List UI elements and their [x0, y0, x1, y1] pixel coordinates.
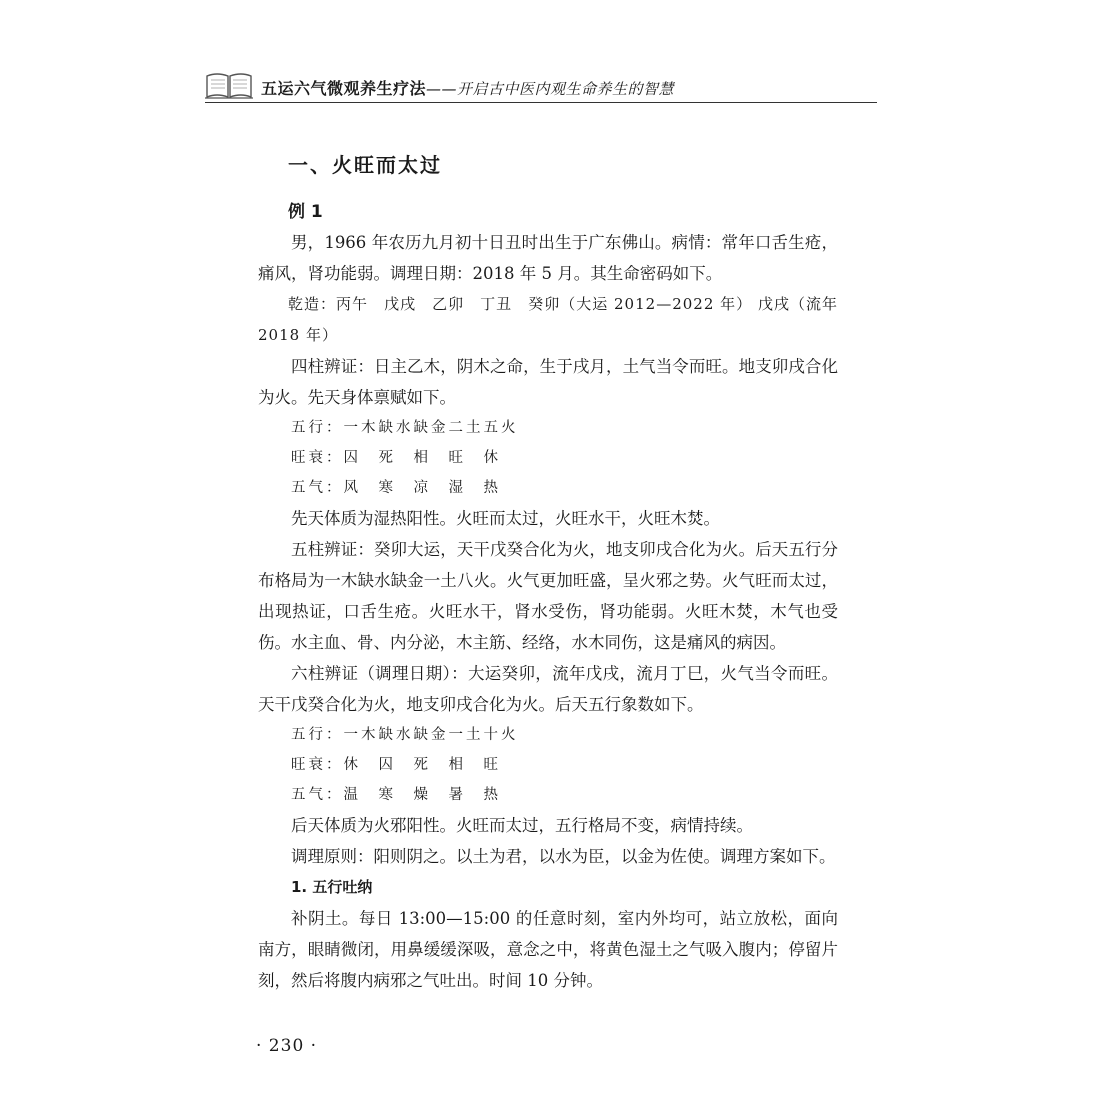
- table1-wangshuai: 旺衰：囚 死 相 旺 休: [291, 450, 501, 466]
- running-header-text: [261, 76, 674, 99]
- header-rule: [205, 102, 877, 103]
- page-number: · 230 ·: [256, 1036, 318, 1056]
- paragraph-four-pillars: 四柱辨证：日主乙木，阴木之命，生于戌月，土气当令而旺。地支卯戌合化为火。先天身体禀赋如下。: [258, 357, 838, 407]
- table2-wuqi: 五气：温 寒 燥 暑 热: [291, 787, 501, 803]
- paragraph-five-pillars: 五柱辨证：癸卯大运，天干戊癸合化为火，地支卯戌合化为火。后天五行分布格局为一木缺水缺金一土八火。火气更加旺盛，呈火邪之势。火气旺而太过，出现热证，口舌生疮。火旺水干，肾水受伤，肾功能弱。火旺木焚，木气也受伤。水主血、骨、内分泌，木主筋、经络，水木同伤，这是痛风的病因。: [258, 540, 838, 652]
- table2-wangshuai: 旺衰：休 囚 死 相 旺: [291, 757, 501, 773]
- running-header: [205, 68, 885, 104]
- table2-wuxing: 五行：一木缺水缺金一土十火: [291, 727, 519, 743]
- paragraph-six-pillars: 六柱辨证（调理日期）：大运癸卯，流年戊戌，流月丁巳，火气当令而旺。天干戊癸合化为火，地支卯戌合化为火。后天五行象数如下。: [258, 664, 838, 714]
- example-title: 例 1: [288, 202, 323, 222]
- table1-wuxing: 五行：一木缺水缺金二土五火: [291, 420, 519, 436]
- table1-wuqi: 五气：风 寒 凉 湿 热: [291, 480, 501, 496]
- section-title: 一、火旺而太过: [288, 153, 442, 177]
- book-subtitle: ——开启古中医内观生命养生的智慧: [426, 80, 675, 98]
- paragraph-tuna-method: 补阴土。每日 13:00—15:00 的任意时刻，室内外均可，站立放松，面向南方，眼睛微闭，用鼻缓缓深吸，意念之中，将黄色湿土之气吸入腹内；停留片刻，然后将腹内病邪之气吐出。时间 10 分钟。: [258, 909, 838, 990]
- open-book-icon: [205, 70, 253, 100]
- paragraph-treatment-principle: 调理原则：阳则阴之。以土为君，以水为臣，以金为佐使。调理方案如下。: [291, 847, 836, 866]
- page-body: [258, 145, 838, 996]
- paragraph-acquired-constitution: 后天体质为火邪阳性。火旺而太过，五行格局不变，病情持续。: [291, 816, 753, 835]
- paragraph-innate-constitution: 先天体质为湿热阳性。火旺而太过，火旺水干，火旺木焚。: [291, 509, 720, 528]
- paragraph-patient-info: 男，1966 年农历九月初十日丑时出生于广东佛山。病情：常年口舌生疮，痛风，肾功能弱。调理日期：2018 年 5 月。其生命密码如下。: [258, 233, 838, 283]
- sub-heading-wuxing-tuna: 1. 五行吐纳: [291, 878, 373, 896]
- book-title: 五运六气微观养生疗法: [261, 79, 427, 98]
- paragraph-qianzao: 乾造：丙午 戊戌 乙卯 丁丑 癸卯（大运 2012—2022 年） 戊戌（流年 2018 年）: [258, 295, 838, 344]
